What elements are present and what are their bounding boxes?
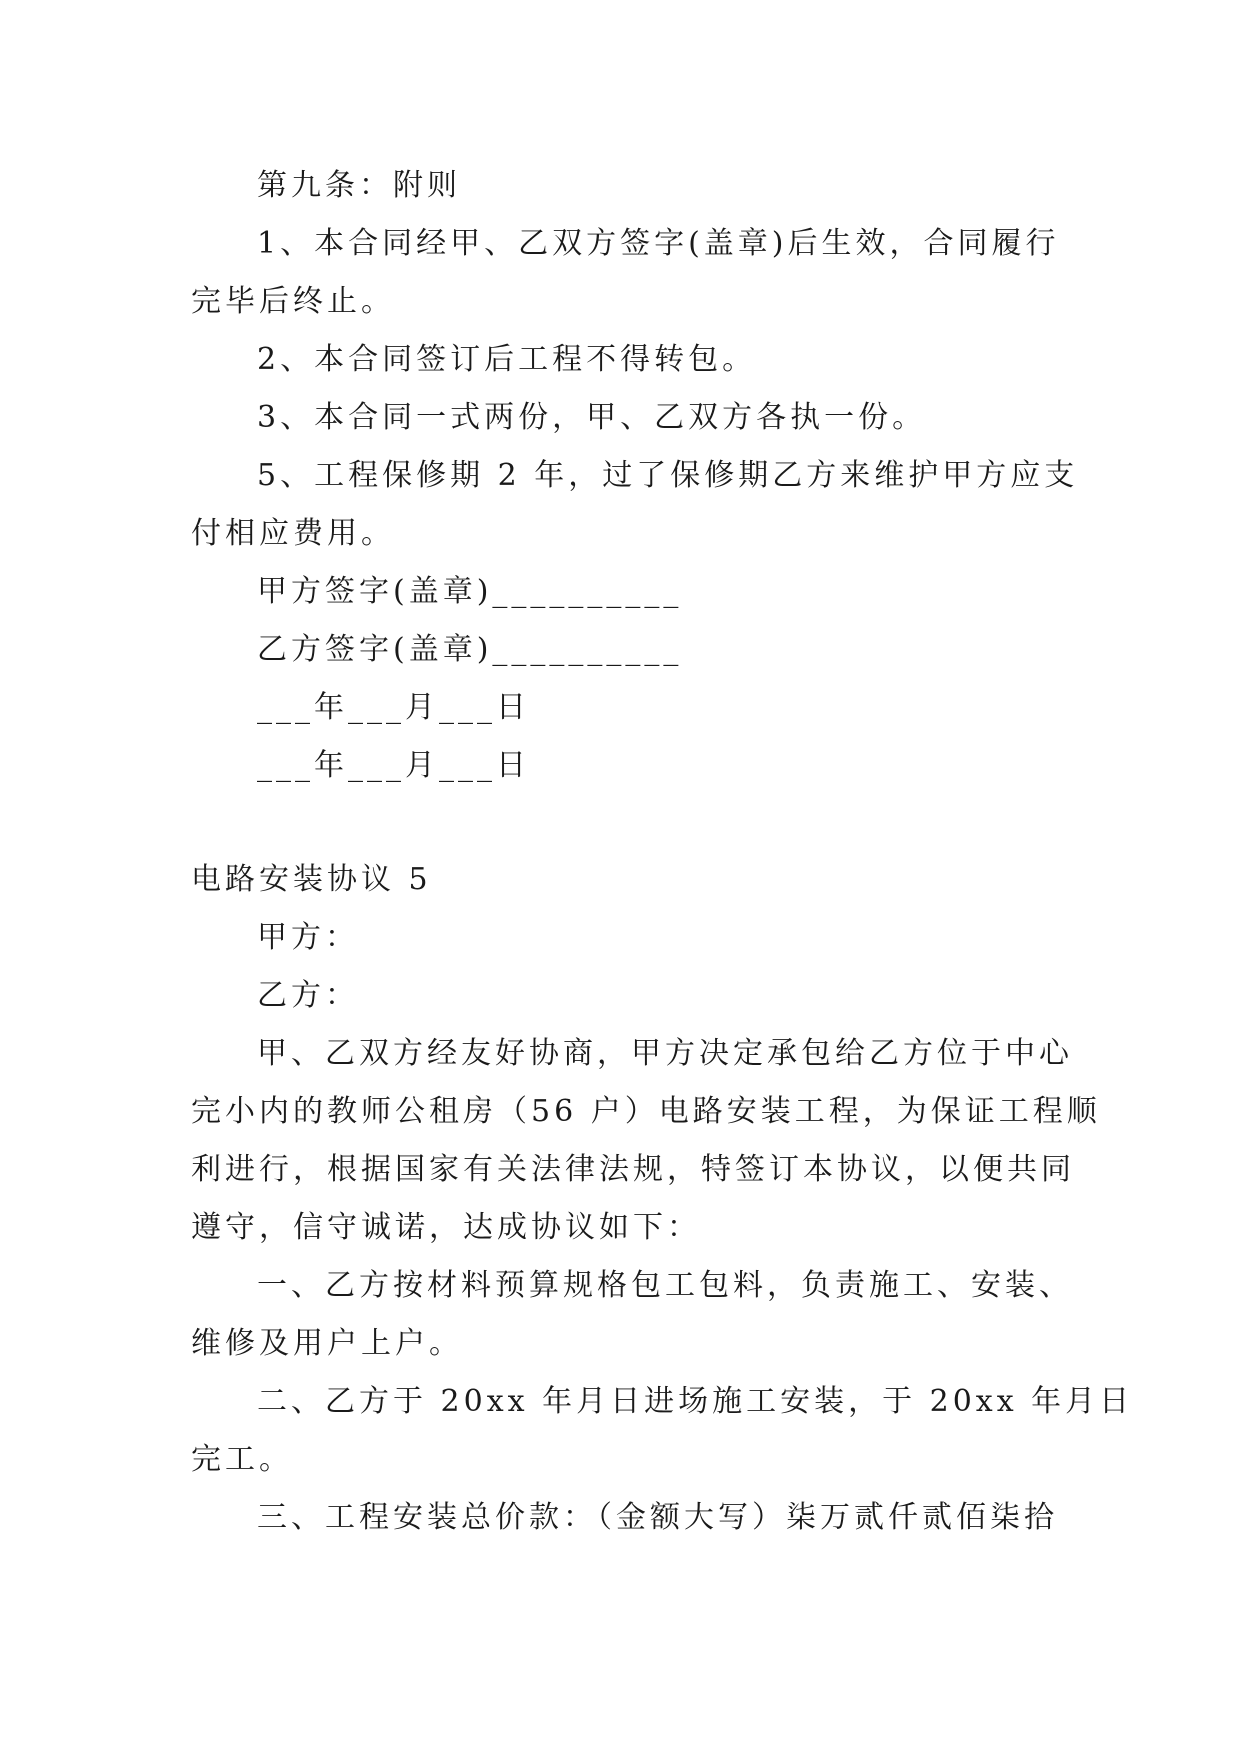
party-b-label: 乙方： [257,978,359,1013]
date-line-a: ___年___月___日 [257,690,530,725]
intro-line-4: 遵守，信守诚诺，达成协议如下： [191,1210,701,1245]
clause-3: 3、本合同一式两份，甲、乙双方各执一份。 [257,400,927,435]
clause-2: 2、本合同签订后工程不得转包。 [257,342,757,377]
intro-line-1: 甲、乙双方经友好协商，甲方决定承包给乙方位于中心 [257,1036,1073,1071]
clause-one-line-1: 一、乙方按材料预算规格包工包料，负责施工、安装、 [257,1268,1073,1303]
party-a-signature: 甲方签字(盖章)__________ [257,574,683,609]
clause-two-line-2: 完工。 [191,1442,293,1477]
clause-two-line-1: 二、乙方于 20xx 年月日进场施工安装，于 20xx 年月日 [257,1384,1134,1419]
party-b-signature: 乙方签字(盖章)__________ [257,632,683,667]
section-heading: 第九条：附则 [257,168,461,203]
party-a-label: 甲方： [257,920,359,955]
clause-three-line-1: 三、工程安装总价款：（金额大写）柒万贰仟贰佰柒拾 [257,1500,1058,1535]
clause-1-line-1: 1、本合同经甲、乙双方签字(盖章)后生效，合同履行 [257,226,1060,261]
clause-one-line-2: 维修及用户上户。 [191,1326,463,1361]
clause-5-line-1: 5、工程保修期 2 年，过了保修期乙方来维护甲方应支 [257,458,1079,493]
agreement-title: 电路安装协议 5 [191,862,432,897]
intro-line-3: 利进行，根据国家有关法律法规，特签订本协议，以便共同 [191,1152,1075,1187]
clause-1-line-2: 完毕后终止。 [191,284,395,319]
clause-5-line-2: 付相应费用。 [191,516,395,551]
date-line-b: ___年___月___日 [257,748,530,783]
intro-line-2: 完小内的教师公租房（56 户）电路安装工程，为保证工程顺 [191,1094,1101,1129]
